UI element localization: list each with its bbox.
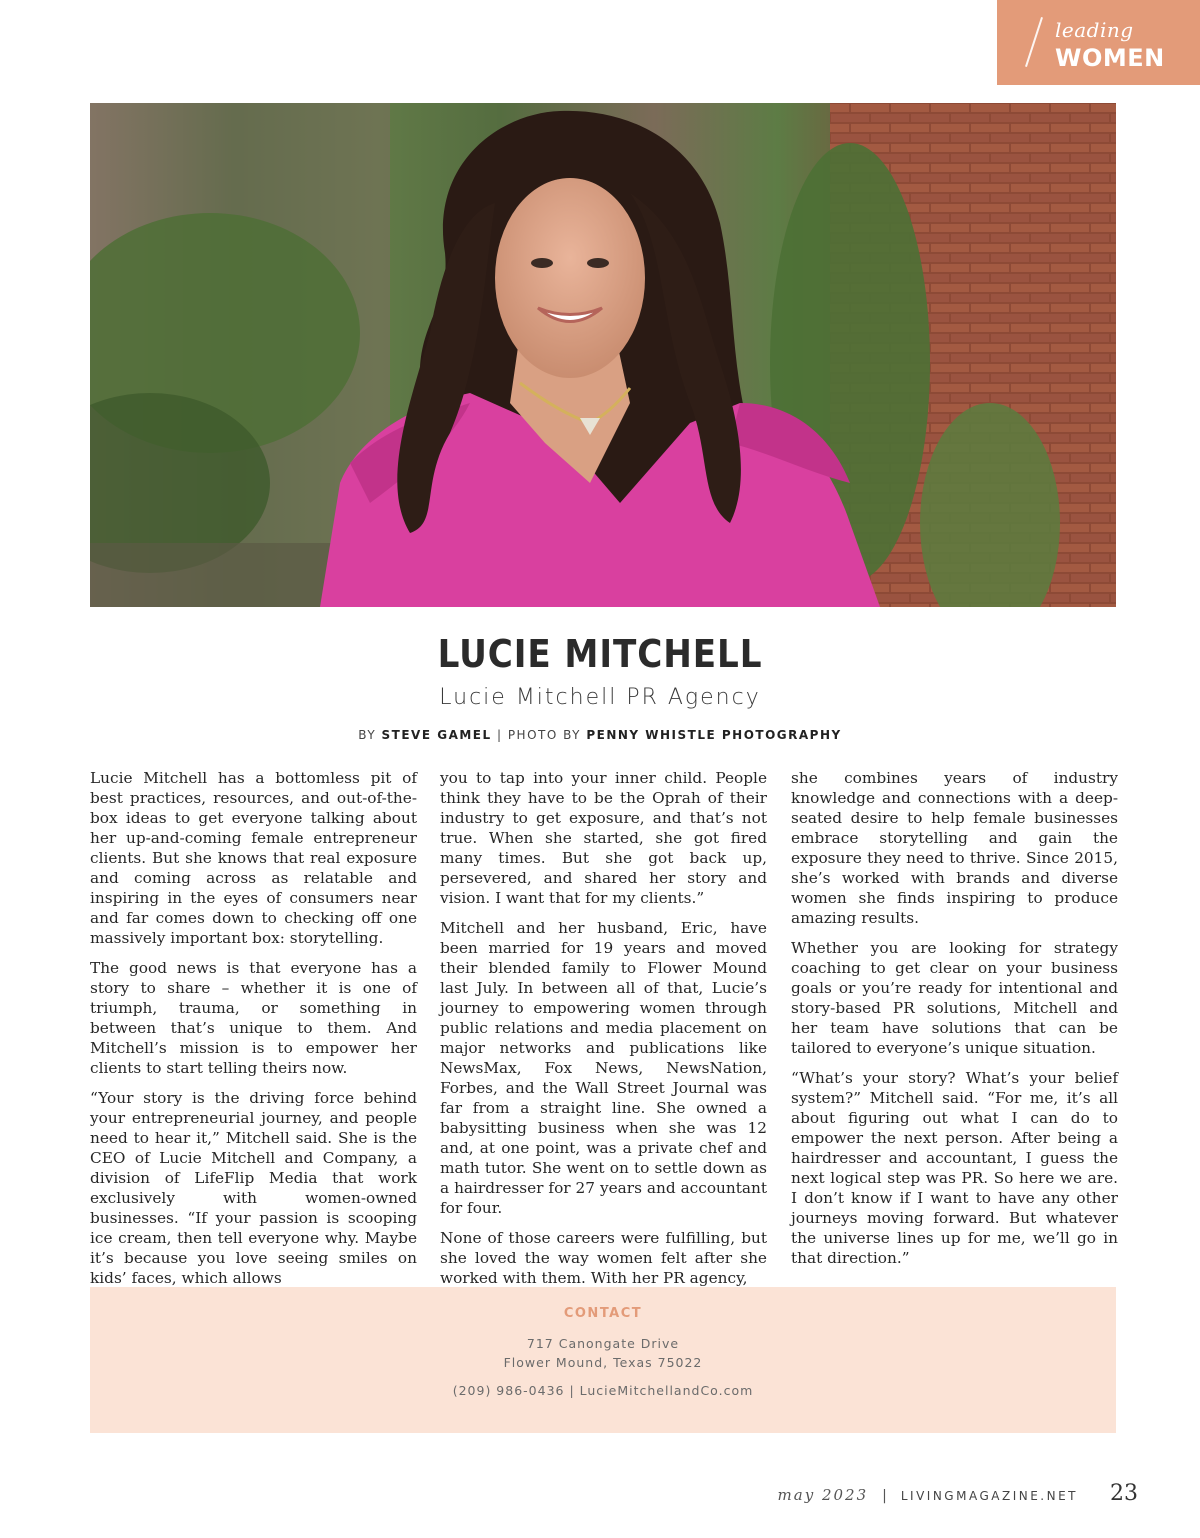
page-footer	[778, 1481, 1138, 1511]
face	[495, 178, 645, 378]
address-line-1: 717 Canongate Drive	[526, 1336, 680, 1351]
page-number: 23	[1110, 1481, 1138, 1506]
article-paragraph: Lucie Mitchell has a bottomless pit of best practices, resources, and out-of-the-box ideas to get everyone talking about her up-and-coming female entrepreneur clients. But she knows that real exposure and coming across as relatable and inspiring in the eyes of consumers near and far comes down to checking off one massively important box: storytelling.	[90, 769, 417, 947]
article-paragraph: “Your story is the driving force behind your entrepreneurial journey, and people need to hear it,” Mitchell said. She is the CEO of Lucie Mitchell and Company, a division of LifeFlip Media that work exclusively with women-owned businesses. “If your passion is scooping ice cream, then tell everyone why. Maybe it’s because you love seeing smiles on kids’ faces, which allows	[90, 1089, 417, 1287]
contact-label: CONTACT	[563, 1306, 643, 1321]
article-paragraph: Mitchell and her husband, Eric, have been married for 19 years and moved their blended family to Flower Mound last July. In between all of that, Lucie’s journey to empowering women through public relations and media placement on major networks and publications like NewsMax, Fox News, NewsNation, Forbes, and the Wall Street Journal was far from a straight line. She owned a babysitting business when she was 12 and, at one point, was a private chef and math tutor. She went on to settle down as a hairdresser for 27 years and accountant for four.	[440, 919, 767, 1217]
article-paragraph: she combines years of industry knowledge and connections with a deep-seated desire to help female businesses embrace storytelling and gain the exposure they need to thrive. Since 2015, she’s worked with brands and diverse women she finds inspiring to produce amazing results.	[791, 769, 1118, 927]
left-eye	[531, 258, 553, 268]
article-paragraph: Whether you are looking for strategy coaching to get clear on your business goals or you’re ready for intentional and story-based PR solutions, Mitchell and her team have solutions that can be tailored to everyone’s unique situation.	[791, 939, 1118, 1057]
address-line-2: Flower Mound, Texas 75022	[503, 1355, 703, 1370]
section-divider-slash	[1025, 17, 1043, 67]
website-link[interactable]: LIVINGMAGAZINE.NET	[900, 1489, 1078, 1503]
section-tag: WOMEN	[1055, 44, 1165, 72]
article-subhead: Lucie Mitchell PR Agency	[439, 685, 761, 710]
article-paragraph: “What’s your story? What’s your belief system?” Mitchell said. “For me, it’s all about figuring out what I can do to empower the next person. After being a hairdresser and accountant, I guess the next logical step was PR. So here we are. I don’t know if I want to have any other journeys moving forward. But whatever the universe lines up for me, we’ll go in that direction.”	[791, 1069, 1118, 1267]
article-column-3	[791, 768, 1118, 1278]
contact-box	[90, 1287, 1116, 1433]
fence	[90, 543, 350, 607]
section-kicker: leading	[1055, 18, 1134, 42]
byline-author: STEVE GAMEL	[381, 728, 492, 742]
byline-prefix: BY	[358, 728, 382, 742]
article-paragraph: The good news is that everyone has a story to share – whether it is one of triumph, trauma, or something in between that’s unique to them. And Mitchell’s mission is to empower her clients to start telling theirs now.	[90, 959, 417, 1077]
contact-phone-website[interactable]: (209) 986-0436 | LucieMitchellandCo.com	[452, 1383, 754, 1398]
portrait-photo	[90, 103, 1116, 607]
right-eye	[587, 258, 609, 268]
article-paragraph: None of those careers were fulfilling, but she loved the way women felt after she worked with them. With her PR agency,	[440, 1229, 767, 1287]
article-headline: LUCIE MITCHELL	[437, 632, 763, 676]
footer-separator: |	[882, 1488, 887, 1504]
issue-date: may 2023	[777, 1486, 869, 1504]
contact-address	[90, 1334, 1116, 1372]
article-column-2	[440, 768, 767, 1298]
section-tab	[997, 0, 1200, 85]
byline	[0, 728, 1200, 742]
article-column-1	[90, 768, 417, 1298]
portrait-illustration	[90, 103, 1116, 607]
byline-photographer: PENNY WHISTLE PHOTOGRAPHY	[586, 728, 842, 742]
article-paragraph: you to tap into your inner child. People think they have to be the Oprah of their industry to get exposure, and that’s not true. When she started, she got fired many times. But she got back up, persevered, and shared her story and vision. I want that for my clients.”	[440, 769, 767, 907]
byline-separator: | PHOTO BY	[491, 728, 587, 742]
